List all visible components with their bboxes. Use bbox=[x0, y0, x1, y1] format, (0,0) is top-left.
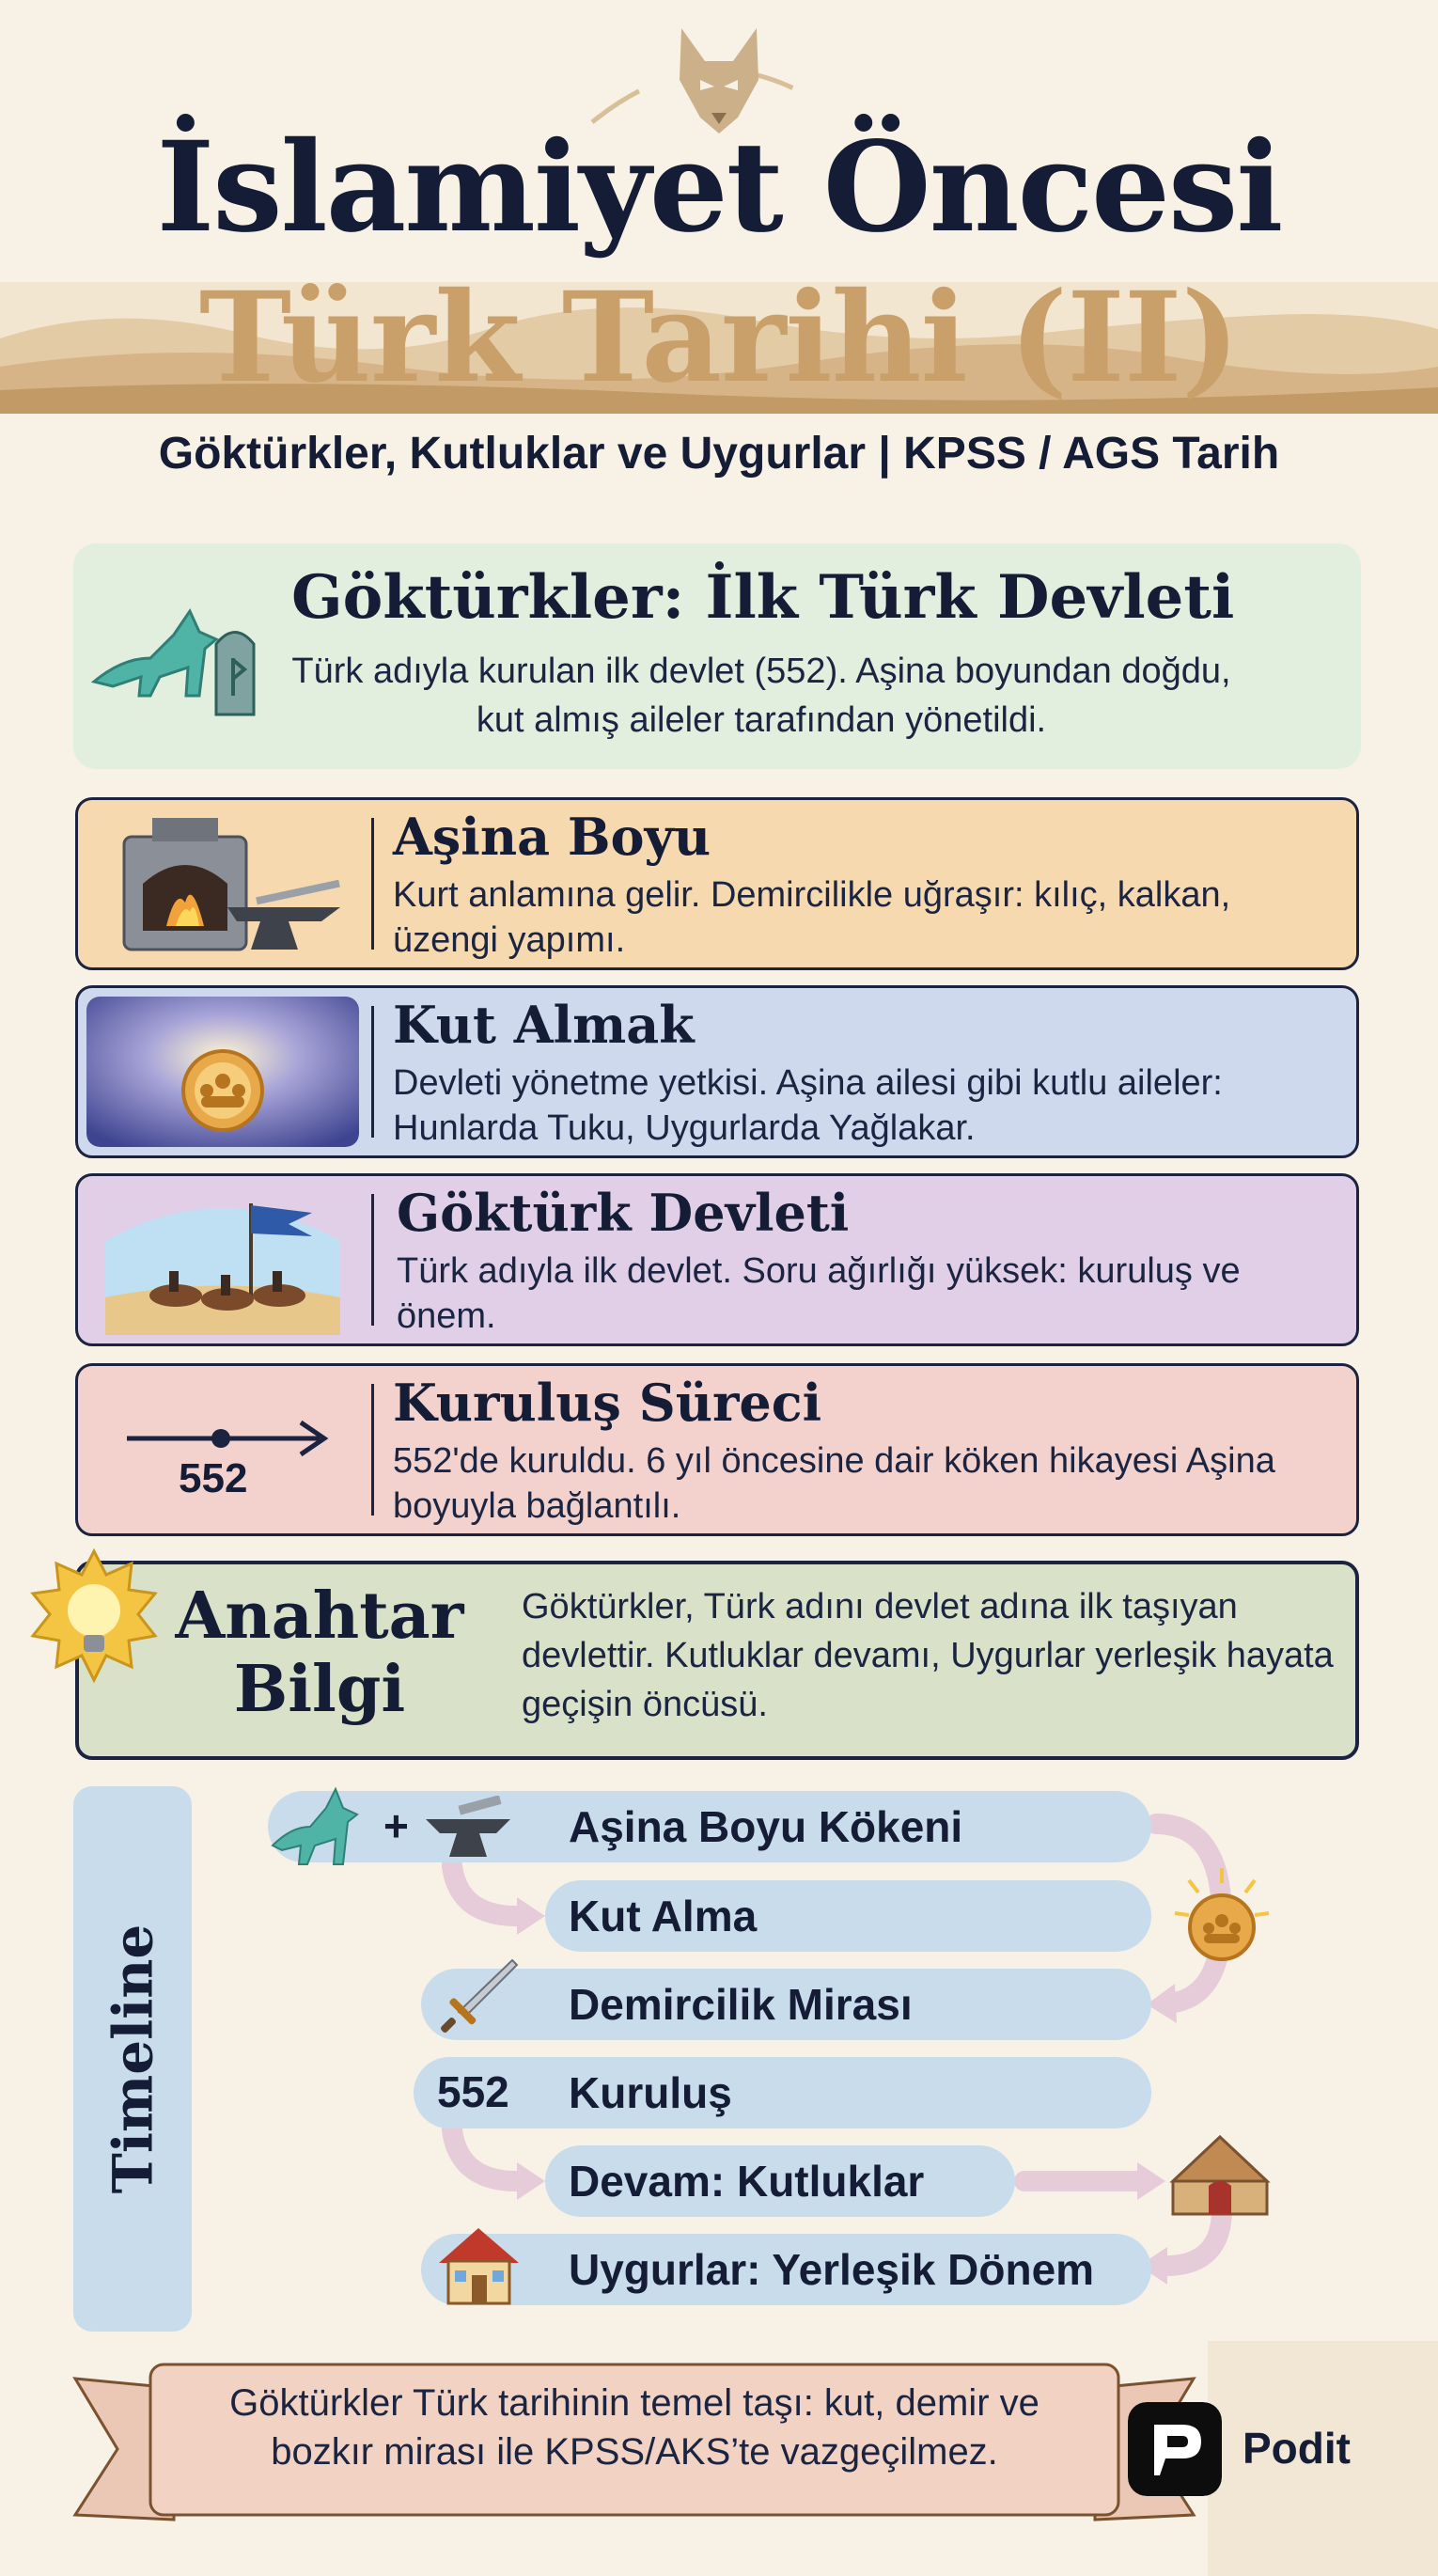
timeline-step-label: Kuruluş bbox=[569, 2068, 732, 2117]
anvil-icon bbox=[421, 1796, 515, 1861]
lightbulb-icon bbox=[23, 1547, 164, 1688]
timeline-label-text: Timeline bbox=[101, 1924, 165, 2194]
plus-sign: + bbox=[383, 1801, 409, 1850]
row-text: 552'de kuruldu. 6 yıl öncesine dair köken hikayesi Aşina boyuyla bağlantılı. bbox=[393, 1441, 1275, 1526]
timeline-step-label: Kut Alma bbox=[569, 1892, 758, 1940]
row-text: Türk adıyla ilk devlet. Soru ağırlığı yüksek: kuruluş ve önem. bbox=[397, 1251, 1241, 1336]
row-divider bbox=[371, 818, 374, 950]
page-title-line2: Türk Tarihi (II) bbox=[198, 265, 1240, 411]
row-title: Kuruluş Süreci bbox=[393, 1373, 822, 1433]
key-info-text: Göktürkler, Türk adını devlet adına ilk taşıyan devlettir. Kutluklar devamı, Uygurlar yerleşik hayata geçişin öncüsü. bbox=[522, 1587, 1334, 1724]
timeline-step-label: Devam: Kutluklar bbox=[569, 2157, 925, 2206]
wolf-icon bbox=[268, 1784, 371, 1874]
row-divider bbox=[371, 1384, 374, 1516]
yurt-tent-icon bbox=[1164, 2129, 1276, 2219]
sword-icon bbox=[432, 1956, 522, 2045]
timeline-year-label: 552 bbox=[437, 2067, 509, 2116]
row-text: Devleti yönetme yetkisi. Aşina ailesi gibi kutlu aileler: Hunlarda Tuku, Uygurlarda Yağlakar. bbox=[393, 1063, 1223, 1148]
timeline-connectors bbox=[442, 1805, 1288, 2294]
row-title: Aşina Boyu bbox=[393, 807, 711, 867]
podit-logo-icon bbox=[1128, 2402, 1222, 2496]
intro-title: Göktürkler: İlk Türk Devleti bbox=[291, 562, 1235, 633]
timeline-step-label: Uygurlar: Yerleşik Dönem bbox=[569, 2245, 1095, 2294]
horsemen-flag-icon bbox=[86, 1185, 359, 1335]
kut-medallion-icon bbox=[1170, 1866, 1274, 1970]
row-year-label: 552 bbox=[179, 1455, 248, 1501]
row-divider bbox=[371, 1194, 374, 1326]
timeline-step-label: Demircilik Mirası bbox=[569, 1980, 913, 2029]
timeline-label bbox=[73, 1786, 192, 2332]
footer-text: Göktürkler Türk tarihinin temel taşı: kut, demir ve bozkır mirası ile KPSS/AKS’te vazgeçilmez. bbox=[229, 2382, 1039, 2473]
brand-name: Podit bbox=[1243, 2424, 1351, 2473]
page-subtitle: Göktürkler, Kutluklar ve Uygurlar | KPSS / AGS Tarih bbox=[158, 429, 1280, 479]
row-divider bbox=[371, 1006, 374, 1138]
wolf-runestone-icon bbox=[85, 592, 263, 724]
row-title: Kut Almak bbox=[393, 995, 695, 1055]
house-icon bbox=[434, 2223, 524, 2308]
key-info-title bbox=[160, 1579, 479, 1726]
row-title: Göktürk Devleti bbox=[397, 1183, 850, 1243]
timeline-step-label: Aşina Boyu Kökeni bbox=[569, 1802, 963, 1851]
timeline-step bbox=[414, 2057, 1151, 2128]
intro-text: Türk adıyla kurulan ilk devlet (552). Aşina boyundan doğdu, kut almış aileler tarafından yönetildi. bbox=[291, 652, 1231, 740]
page-title-line1: İslamiyet Öncesi bbox=[156, 115, 1282, 260]
key-info-title-line2: Bilgi bbox=[233, 1652, 406, 1727]
forge-anvil-icon bbox=[86, 809, 359, 959]
key-info-title-line1: Anahtar bbox=[175, 1579, 464, 1654]
row-text: Kurt anlamına gelir. Demircilikle uğraşır: kılıç, kalkan, üzengi yapımı. bbox=[393, 875, 1231, 960]
kut-light-icon bbox=[86, 997, 359, 1147]
